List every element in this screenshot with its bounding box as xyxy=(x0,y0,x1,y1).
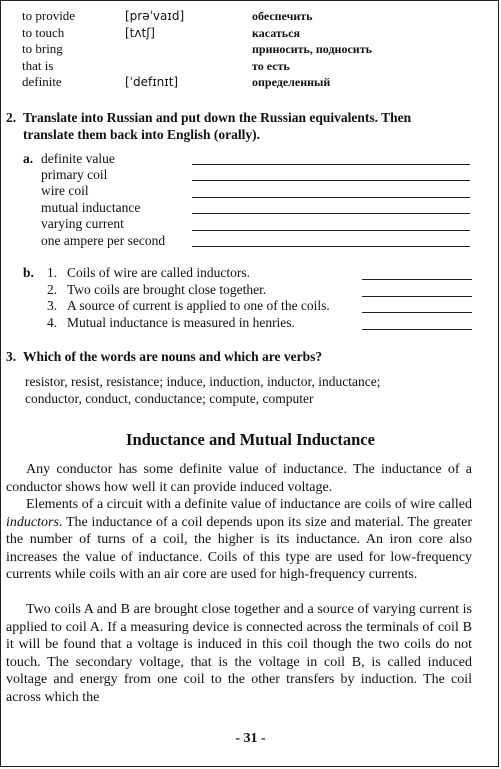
part-a-label: a. xyxy=(23,151,34,166)
vocab-word: to touch xyxy=(22,24,65,40)
sentence-number: 2. xyxy=(47,282,58,297)
word-list: resistor, resist, resistance; induce, induction, inductor, inductance; xyxy=(25,374,381,389)
word-list: conductor, conduct, conductance; compute, computer xyxy=(25,391,314,406)
answer-line[interactable] xyxy=(192,230,470,231)
paragraph xyxy=(6,496,472,584)
vocab-word: to bring xyxy=(22,41,63,56)
answer-line[interactable] xyxy=(192,213,470,214)
sentence-number: 1. xyxy=(47,265,58,280)
term-item: mutual inductance xyxy=(41,200,141,215)
exercise-number: 3. xyxy=(6,349,17,364)
term-item: one ampere per second xyxy=(41,233,166,248)
answer-line[interactable] xyxy=(192,197,470,198)
term-item: wire coil xyxy=(41,183,89,198)
exercise-2-heading-cont: translate them back into English (orally). xyxy=(23,127,261,142)
vocab-transcription: [tʌtʃ] xyxy=(125,25,155,40)
sentence-text: A source of current is applied to one of the coils. xyxy=(67,298,330,313)
vocab-transcription: [prəˈvaɪd] xyxy=(125,9,185,23)
term-item: varying current xyxy=(41,216,124,231)
vocab-word: to provide xyxy=(22,8,76,23)
exercise-number: 2. xyxy=(6,110,17,125)
vocab-translation: приносить, подносить xyxy=(252,42,372,56)
exercise-instruction: Translate into Russian and put down the Russian equivalents. Then xyxy=(23,110,412,125)
answer-line[interactable] xyxy=(192,180,470,181)
vocab-translation: определенный xyxy=(252,75,331,89)
answer-line[interactable] xyxy=(362,279,472,280)
sentence-number: 4. xyxy=(47,315,58,330)
vocab-translation: то есть xyxy=(252,58,290,73)
paragraph: Any conductor has some definite value of inductance. The inductance of a conductor shows how well it can provide induced voltage. xyxy=(6,462,472,495)
paragraph: Two coils A and B are brought close together and a source of varying current is applied to coil A. If a measuring device is connected across the terminals of coil B it will be found that a voltage is induced in this coil though the two coils do not touch. The secondary voltage, that is the voltage in coil B, is called induced voltage and energy from one coil to the other transfers by induction. The coil across which the xyxy=(6,602,472,705)
term-item: primary coil xyxy=(41,167,108,182)
vocab-word: definite xyxy=(22,74,62,89)
term-item: definite value xyxy=(41,151,115,166)
page-number: - 31 - xyxy=(235,731,266,746)
term-inductors: inductors xyxy=(6,514,59,530)
vocab-translation: касаться xyxy=(252,25,300,40)
vocab-translation: обеспечить xyxy=(252,9,313,23)
answer-line[interactable] xyxy=(192,246,470,247)
answer-line[interactable] xyxy=(192,164,470,165)
sentence-number: 3. xyxy=(47,298,58,313)
answer-line[interactable] xyxy=(362,329,472,330)
sentence-text: Coils of wire are called inductors. xyxy=(67,265,250,280)
text-title: Inductance and Mutual Inductance xyxy=(126,430,375,449)
paragraph-text: . The inductance of a coil depends upon its size and material. The greater the number of turns of a coil, the higher is its inductance. An iron core also increases the value of inductance. Coils of this type are used for low-frequency currents while coils with an air core are used for high-frequency currents. xyxy=(6,514,472,582)
sentence-text: Mutual inductance is measured in henries. xyxy=(67,315,295,330)
paragraph-text: Elements of a circuit with a definite value of inductance are coils of wire called xyxy=(26,497,472,512)
answer-line[interactable] xyxy=(362,296,472,297)
answer-line[interactable] xyxy=(362,312,472,313)
sentence-text: Two coils are brought close together. xyxy=(67,282,267,297)
vocab-transcription: [ˈdefɪnɪt] xyxy=(125,75,179,89)
vocab-word: that is xyxy=(22,57,54,73)
exercise-instruction: Which of the words are nouns and which are verbs? xyxy=(23,349,323,364)
part-b-label: b. xyxy=(23,265,34,280)
